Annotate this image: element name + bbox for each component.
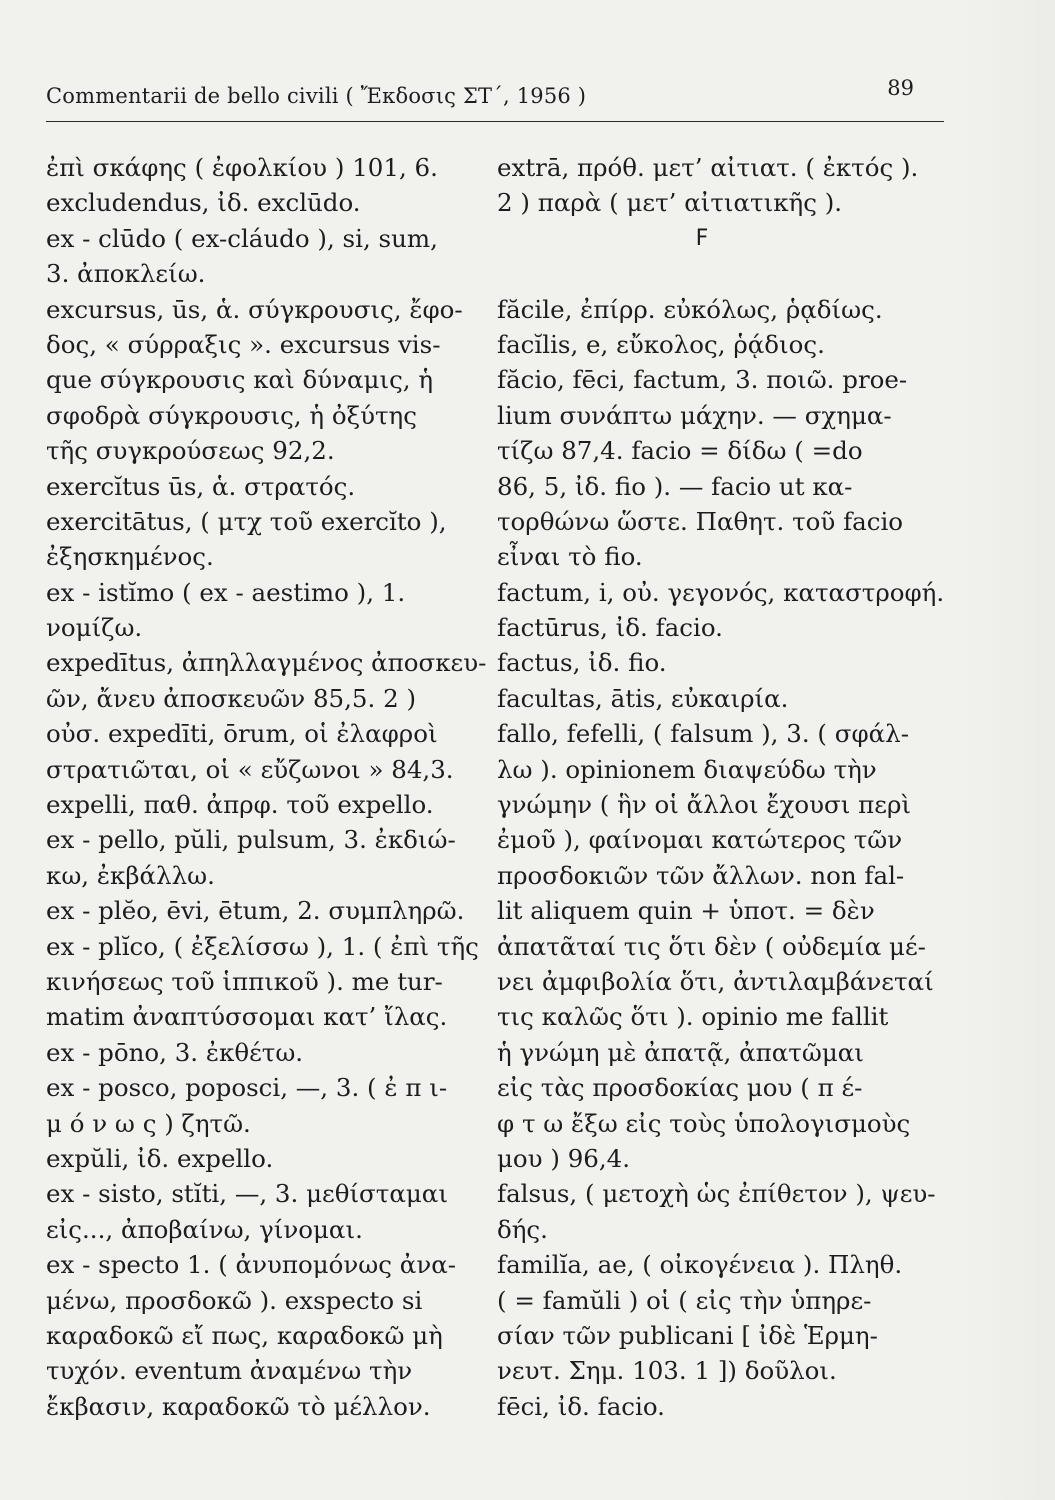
- entry-line: ex - specto 1. ( ἀνυπομόνως ἀνα-: [46, 1250, 457, 1280]
- entry-line: făcio, fēci, factum, 3. ποιῶ. proe-: [497, 365, 908, 395]
- entry-line: τυχόν. eventum ἀναμένω τὴν: [46, 1356, 413, 1386]
- page-number: 89: [887, 76, 914, 100]
- entry-line: εἶναι τὸ fio.: [497, 542, 643, 572]
- section-spacer: [497, 256, 947, 291]
- page-header: [46, 76, 944, 116]
- header-rule: [46, 121, 944, 122]
- entry-line: τορθώνω ὥστε. Παθητ. τοῦ facio: [497, 506, 904, 536]
- entry-line: ἐμοῦ ), φαίνομαι κατώτερος τῶν: [497, 825, 903, 855]
- entry-line: familĭa, ae, ( οἰκογένεια ). Πληθ.: [497, 1250, 903, 1280]
- entry-line: ex - clūdo ( ex-cláudo ), si, sum,: [46, 223, 438, 253]
- entry-line: ex - pello, pŭli, pulsum, 3. ἐκδιώ-: [46, 825, 456, 855]
- entry-line: facĭlis, e, εὔκολος, ῥᾴδιος.: [497, 329, 825, 359]
- entry-line: ex - plĭco, ( ἐξελίσσω ), 1. ( ἐπὶ τῆς: [46, 931, 479, 961]
- entry-line: extrā, πρόθ. μετ’ αἰτιατ. ( ἐκτός ).: [497, 153, 919, 182]
- entry-line: 86, 5, ἰδ. fio ). — facio ut κα-: [497, 471, 853, 501]
- page-edge-shading: [965, 0, 1055, 1500]
- entry-line: lium συνάπτω μάχην. — σχημα-: [497, 400, 892, 430]
- entry-line: făcile, ἐπίρρ. εὐκόλως, ῥᾳδίως.: [497, 294, 883, 324]
- entry-line: ex - sisto, stĭti, —, 3. μεθίσταμαι: [46, 1179, 448, 1209]
- running-head: Commentarii de bello civili ( Ἔκδοσις ΣΤ΄, 1956 ): [46, 84, 587, 108]
- entry-line: exercitātus, ( μτχ τοῦ exercĭto ),: [46, 506, 447, 536]
- entry-line: expedītus, ἀπηλλαγμένος ἀποσκευ-: [46, 648, 487, 678]
- entry-line: μ ό ν ω ς ) ζητῶ.: [46, 1108, 251, 1138]
- entry-line: expŭli, ἰδ. expello.: [46, 1143, 274, 1173]
- entry-line: lit aliquem quin + ὑποτ. = δὲν: [497, 896, 875, 926]
- entry-line: ἀπατᾶταί τις ὅτι δὲν ( οὐδεμία μέ-: [497, 931, 926, 961]
- entry-line: τίζω 87,4. facio = δίδω ( =do: [497, 436, 863, 466]
- entry-line: falsus, ( μετοχὴ ὡς ἐπίθετον ), ψευ-: [497, 1179, 936, 1209]
- entry-line: excursus, ūs, ἁ. σύγκρουσις, ἔφο-: [46, 294, 463, 324]
- entry-line: fallo, fefelli, ( falsum ), 3. ( σφάλ-: [497, 719, 909, 749]
- entry-line: σφοδρὰ σύγκρουσις, ἡ ὀξύτης: [46, 400, 417, 430]
- entry-line: οὐσ. expedīti, ōrum, οἱ ἐλαφροὶ: [46, 719, 438, 749]
- entry-line: νομίζω.: [46, 613, 143, 643]
- entry-line: expelli, παθ. ἀπρφ. τοῦ expello.: [46, 790, 434, 820]
- entry-line: φ τ ω ἔξω εἰς τοὺς ὑπολογισμοὺς: [497, 1108, 911, 1138]
- entry-line: ἐπὶ σκάφης ( ἐφολκίου ) 101, 6.: [46, 153, 438, 182]
- left-column: [46, 150, 487, 1424]
- entry-line: δής.: [497, 1214, 548, 1244]
- entry-line: 3. ἀποκλείω.: [46, 259, 206, 289]
- entry-line: excludendus, ἰδ. exclūdo.: [46, 188, 361, 218]
- section-letter: F: [695, 225, 709, 251]
- entry-line: matim ἀναπτύσσομαι κατ’ ἴλας.: [46, 1002, 448, 1032]
- entry-line: τις καλῶς ὅτι ). opinio me fallit: [497, 1002, 889, 1032]
- entry-line: καραδοκῶ εἴ πως, καραδοκῶ μὴ: [46, 1320, 443, 1350]
- entry-line: ( = famŭli ) οἱ ( εἰς τὴν ὑπηρε-: [497, 1285, 872, 1315]
- entry-line: γνώμην ( ἣν οἱ ἄλλοι ἔχουσι περὶ: [497, 790, 911, 820]
- entry-line: ἡ γνώμη μὲ ἀπατᾷ, ἀπατῶμαι: [497, 1037, 864, 1067]
- entry-line: εἰς τὰς προσδοκίας μου ( π έ-: [497, 1073, 863, 1103]
- entry-line: μένω, προσδοκῶ ). exspecto si: [46, 1285, 423, 1315]
- entry-line: facultas, ātis, εὐκαιρία.: [497, 683, 789, 713]
- entry-line: 2 ) παρὰ ( μετ’ αἰτιατικῆς ).: [497, 188, 843, 218]
- entry-line: ex - pōno, 3. ἐκθέτω.: [46, 1037, 304, 1067]
- entry-line: νευτ. Σημ. 103. 1 ]) δοῦλοι.: [497, 1356, 837, 1386]
- entry-line: ex - plĕo, ēvi, ētum, 2. συμπληρῶ.: [46, 896, 465, 926]
- entry-line: que σύγκρουσις καὶ δύναμις, ἡ: [46, 365, 434, 395]
- entry-line: factūrus, ἰδ. facio.: [497, 613, 723, 643]
- entry-line: σίαν τῶν publicani [ ἰδὲ Ἑρμη-: [497, 1320, 878, 1350]
- entry-line: ἔκβασιν, καραδοκῶ τὸ μέλλον.: [46, 1391, 431, 1421]
- entry-line: ex - posco, poposci, —, 3. ( ἐ π ι-: [46, 1073, 448, 1103]
- entry-line: exercĭtus ūs, ἁ. στρατός.: [46, 471, 356, 501]
- entry-line: fēci, ἰδ. facio.: [497, 1391, 665, 1421]
- entry-line: factus, ἰδ. fio.: [497, 648, 667, 678]
- entry-line: κινήσεως τοῦ ἱππικοῦ ). me tur-: [46, 966, 443, 996]
- entry-line: λω ). opinionem διαψεύδω τὴν: [497, 754, 877, 784]
- entry-line: τῆς συγκρούσεως 92,2.: [46, 436, 335, 466]
- entry-line: ἐξησκημένος.: [46, 542, 214, 572]
- entry-line: στρατιῶται, οἱ « εὔζωνοι » 84,3.: [46, 754, 454, 784]
- entry-line: δος, « σύρραξις ». excursus vis-: [46, 329, 441, 359]
- entry-line: προσδοκιῶν τῶν ἄλλων. non fal-: [497, 860, 905, 890]
- entry-line: ex - istĭmo ( ex - aestimo ), 1.: [46, 577, 406, 607]
- entry-line: μου ) 96,4.: [497, 1143, 631, 1173]
- entry-line: ῶν, ἄνευ ἀποσκευῶν 85,5. 2 ): [46, 683, 417, 713]
- entry-line: κω, ἐκβάλλω.: [46, 860, 215, 890]
- entry-line: νει ἀμφιβολία ὅτι, ἀντιλαμβάνεταί: [497, 966, 934, 996]
- right-column: [497, 150, 947, 1424]
- entry-line: εἰς..., ἀποβαίνω, γίνομαι.: [46, 1214, 363, 1244]
- entry-line: factum, i, οὐ. γεγονός, καταστροφή.: [497, 577, 945, 607]
